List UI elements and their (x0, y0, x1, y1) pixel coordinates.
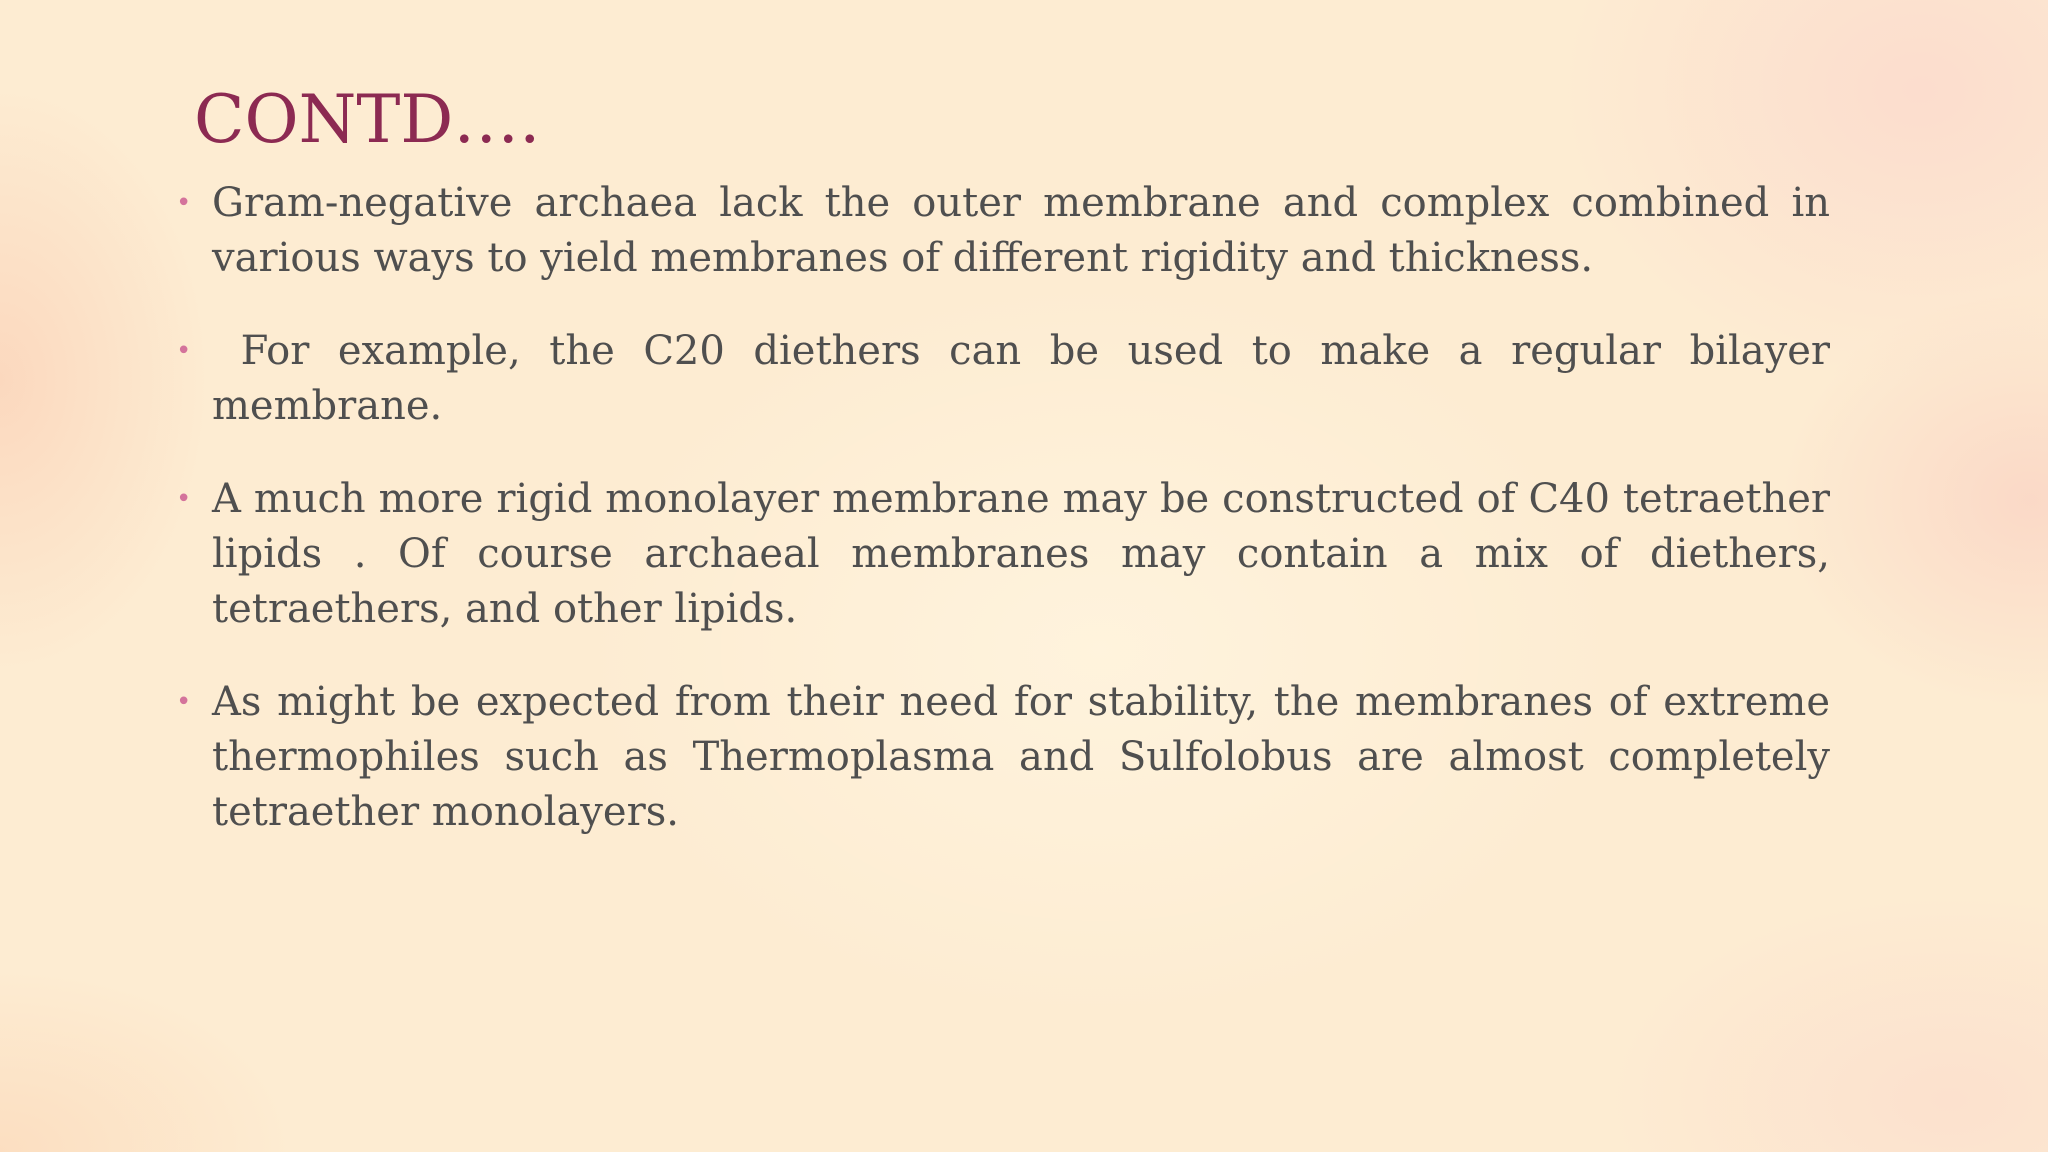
bullet-dot-icon: • (176, 188, 192, 218)
bullet-text: A much more rigid monolayer membrane may be constructed of C40 tetraether lipids . Of course archaeal membranes may contain a mix of diethers, tetraethers, and other lipids. (212, 476, 1830, 632)
bullet-list (170, 176, 1843, 878)
bullet-dot-icon: • (176, 336, 192, 366)
bullet-dot-icon: • (176, 687, 192, 717)
bullet-item (170, 472, 1830, 637)
bullet-item (170, 675, 1830, 840)
bullet-text: Gram-negative archaea lack the outer membrane and complex combined in various ways to yield membranes of different rigidity and thickness. (212, 180, 1830, 281)
bullet-text: For example, the C20 diethers can be used to make a regular bilayer membrane. (212, 328, 1843, 429)
slide-title: CONTD…. (194, 81, 541, 158)
bullet-item (170, 324, 1843, 434)
bullet-item (170, 176, 1830, 286)
bullet-text: As might be expected from their need for stability, the membranes of extreme thermophiles such as Thermoplasma and Sulfolobus are almost completely tetraether monolayers. (212, 679, 1830, 835)
bullet-dot-icon: • (176, 484, 192, 514)
